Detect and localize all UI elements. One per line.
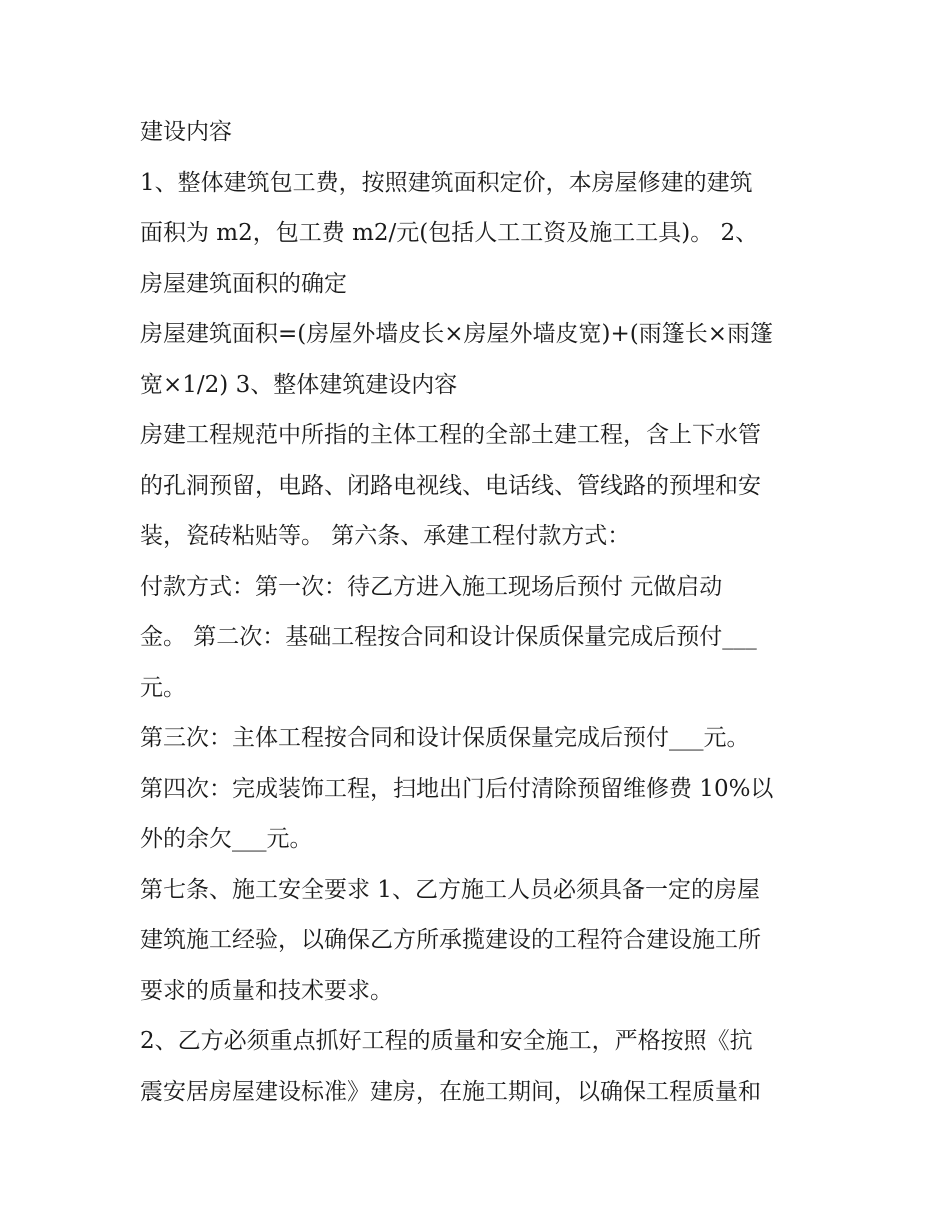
- text-line: 元。: [140, 674, 186, 701]
- text-line: 要求的质量和技术要求。: [140, 977, 393, 1004]
- text-line: 装，瓷砖粘贴等。 第六条、承建工程付款方式：: [140, 523, 631, 549]
- text-line: 外的余欠___元。: [140, 826, 313, 852]
- text-line: 宽×1/2) 3、整体建筑建设内容: [140, 371, 458, 398]
- text-line: 金。 第二次：基础工程按合同和设计保质保量完成后预付___: [140, 624, 757, 650]
- text-line: 2、乙方必须重点抓好工程的质量和安全施工，严格按照《抗: [140, 1028, 753, 1054]
- document-body: [140, 107, 830, 1117]
- text-line: 建筑施工经验，以确保乙方所承揽建设的工程符合建设施工所: [140, 927, 761, 953]
- text-line: 的孔洞预留，电路、闭路电视线、电话线、管线路的预埋和安: [140, 472, 761, 499]
- text-line: 房屋建筑面积=(房屋外墙皮长×房屋外墙皮宽)+(雨篷长×雨篷: [140, 321, 774, 347]
- text-line: 第七条、施工安全要求 1、乙方施工人员必须具备一定的房屋: [140, 876, 760, 903]
- text-line: 面积为 m2，包工费 m2/元(包括人工工资及施工工具)。 2、: [140, 220, 759, 246]
- text-line: 第三次：主体工程按合同和设计保质保量完成后预付___元。: [140, 725, 750, 751]
- text-line: 建设内容: [140, 119, 232, 145]
- text-line: 1、整体建筑包工费，按照建筑面积定价，本房屋修建的建筑: [140, 169, 753, 196]
- text-line: 第四次：完成装饰工程，扫地出门后付清除预留维修费 10%以: [140, 775, 774, 802]
- text-line: 付款方式：第一次：待乙方进入施工现场后预付 元做启动: [140, 573, 723, 600]
- text-line: 房建工程规范中所指的主体工程的全部土建工程，含上下水管: [140, 422, 761, 448]
- text-line: 房屋建筑面积的确定: [140, 270, 347, 297]
- text-line: 震安居房屋建设标准》建房，在施工期间，以确保工程质量和: [140, 1078, 761, 1105]
